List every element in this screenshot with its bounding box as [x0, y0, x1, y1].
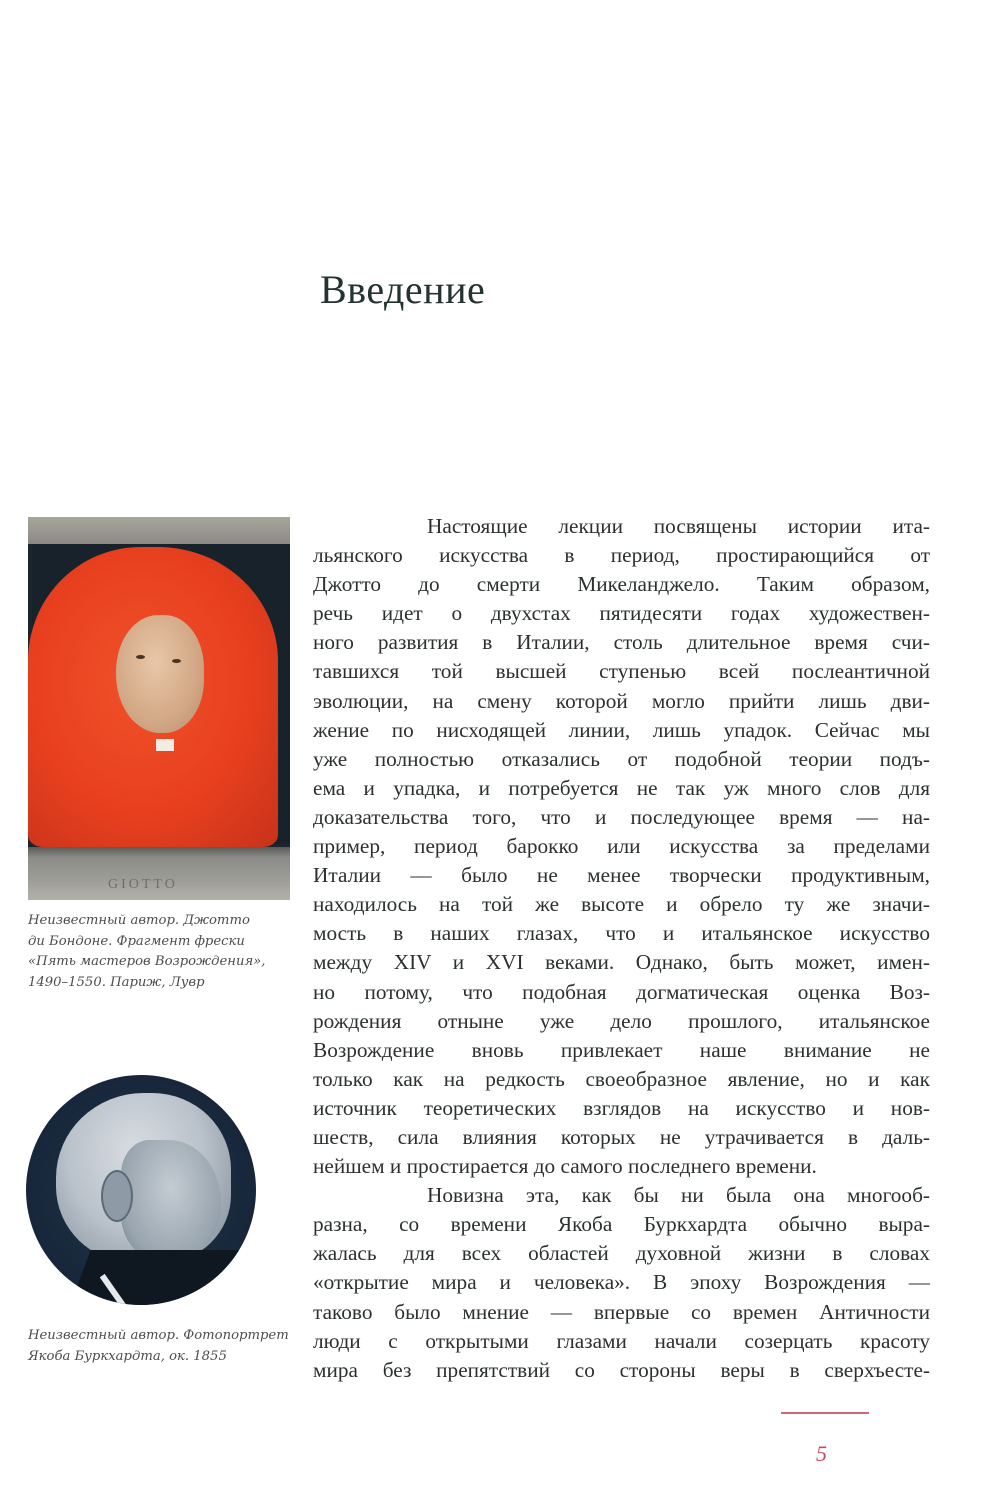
burckhardt-photo-portrait — [26, 1075, 256, 1305]
text-line: Новизна эта, как бы ни была она многооб- — [427, 1183, 930, 1208]
fresco-frame-top — [28, 517, 290, 544]
text-line: Настоящие лекции посвящены истории ита- — [427, 514, 930, 538]
text-line: Италии — было не менее творчески продуктивным, — [313, 863, 930, 888]
text-line: жение по нисходящей линии, лишь упадок. Сейчас мы — [313, 717, 930, 742]
figure-caption — [28, 1326, 308, 1367]
page-title: Введение — [320, 267, 486, 312]
giotto-portrait-image — [28, 517, 290, 900]
text-line: мира без препятствий со стороны веры в сверхъесте- — [313, 1357, 930, 1382]
figure-caption — [28, 911, 298, 993]
text-line: мость в наших глазах, что и итальянское искусство — [313, 921, 930, 946]
text-line: речь идет о двухстах пятидесяти годах художествен- — [313, 601, 930, 626]
eye — [136, 655, 145, 659]
caption-line: 1490–1550. Париж, Лувр — [28, 974, 205, 990]
text-line: ного развития в Италии, столь длительное время счи- — [313, 630, 930, 655]
text-line: но потому, что подобная догматическая оценка Воз- — [313, 979, 930, 1004]
caption-line: «Пять мастеров Возрождения», — [28, 954, 266, 969]
text-line: эволюции, на смену которой могло прийти лишь дви- — [313, 688, 930, 713]
text-line: «открытие мира и человека». В эпоху Возрождения — — [313, 1270, 930, 1295]
text-line: ема и упадка, и потребуется не так уж много слов для — [313, 775, 930, 800]
text-line: источник теоретических взглядов на искусство и нов- — [313, 1095, 930, 1120]
caption-line: Неизвестный автор. Джотто — [28, 913, 250, 928]
body-text — [313, 512, 930, 1385]
face — [116, 615, 204, 733]
text-line: между XIV и XVI веками. Однако, быть может, имен- — [313, 950, 930, 975]
folio-rule — [781, 1412, 869, 1414]
eye — [172, 659, 181, 663]
caption-line: Якоба Буркхардта, ок. 1855 — [28, 1348, 227, 1364]
text-line: льянского искусства в период, простирающийся от — [313, 543, 930, 568]
text-line: тавшихся той высшей ступенью всей послеантичной — [313, 659, 930, 684]
text-line: находилось на той же высоте и обрело ту же значи- — [313, 892, 930, 917]
text-line: доказательства того, что и последующее время — на- — [313, 804, 930, 829]
face-profile — [121, 1140, 221, 1260]
text-line: шеств, сила влияния которых не утрачивается в даль- — [313, 1124, 930, 1149]
text-line: Возрождение вновь привлекает наше внимание не — [313, 1037, 930, 1062]
text-line: рождения отныне уже дело прошлого, итальянское — [313, 1008, 930, 1033]
caption-line: Неизвестный автор. Фотопортрет — [28, 1328, 289, 1343]
page-number: 5 — [816, 1441, 827, 1466]
text-line: таково было мнение — впервые со времен Античности — [313, 1299, 930, 1324]
white-collar — [156, 739, 174, 751]
text-line: Джотто до смерти Микеланджело. Таким образом, — [313, 572, 930, 597]
fresco-inscription: GIOTTO — [108, 877, 178, 892]
caption-line: ди Бондоне. Фрагмент фрески — [28, 933, 245, 949]
text-line: только как на редкость своеобразное явление, но и как — [313, 1066, 930, 1091]
text-line: жалась для всех областей духовной жизни в словах — [313, 1241, 930, 1266]
ear — [101, 1170, 133, 1222]
text-line: разна, со времени Якоба Буркхардта обычно выра- — [313, 1212, 930, 1237]
text-line: пример, период барокко или искусства за пределами — [313, 834, 930, 859]
text-line: уже полностью отказались от подобной теории подъ- — [313, 746, 930, 771]
text-line: люди с открытыми глазами начали созерцать красоту — [313, 1328, 930, 1353]
text-line: нейшем и простирается до самого последнего времени. — [313, 1154, 817, 1179]
